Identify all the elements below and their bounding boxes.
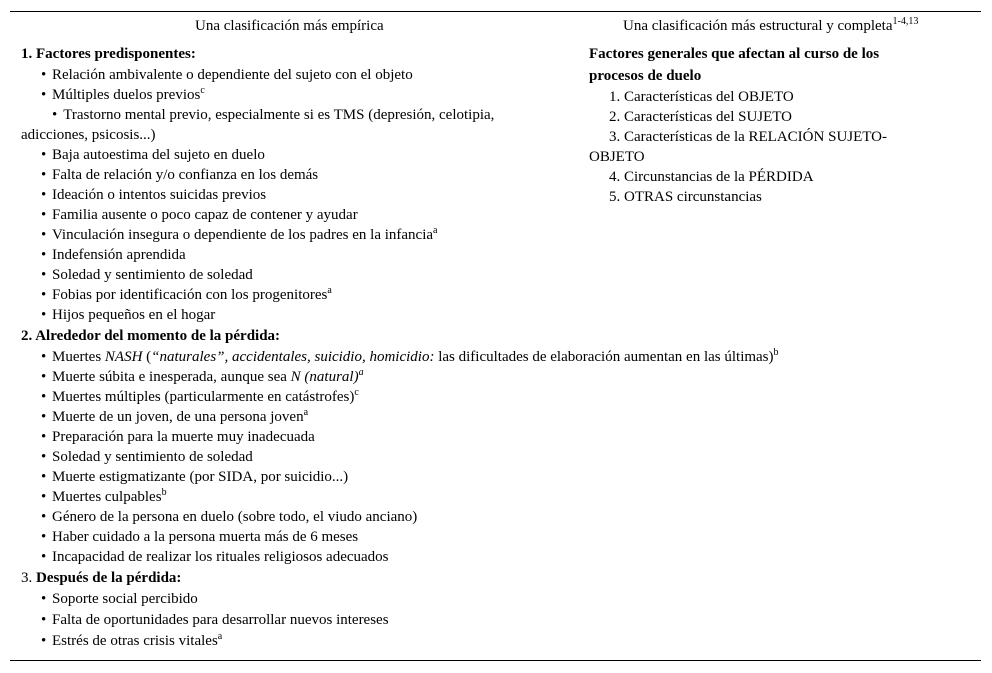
list-item: • Soledad y sentimiento de soledad — [41, 449, 253, 465]
list-item: • Muertes NASH (“naturales”, accidentales, suicidio, homicidio: las dificultades de elaboración aumentan en las últimas)$^b$ — [41, 347, 779, 365]
section-3-title: 3. Después de la pérdida: — [21, 570, 182, 586]
list-item: • Ideación o intentos suicidas previos — [41, 187, 267, 203]
list-item: • Género de la persona en duelo (sobre todo, el viudo anciano) — [41, 509, 418, 525]
table-top-rule — [10, 11, 981, 12]
list-item: • Falta de relación y/o confianza en los demás — [41, 167, 319, 183]
list-item: • Soporte social percibido — [41, 591, 198, 607]
list-item: 1. Características del OBJETO — [609, 89, 794, 105]
list-item: • Baja autoestima del sujeto en duelo — [41, 147, 265, 163]
section-3-list — [21, 589, 581, 652]
header-reference: 1-4,13 — [892, 16, 919, 27]
list-item: • Muerte estigmatizante (por SIDA, por suicidio...) — [41, 469, 349, 485]
list-item: • Muerte de un joven, de una persona joven$^a$ — [41, 407, 309, 425]
left-column-header: Una clasificación más empírica — [195, 18, 384, 34]
list-item: 4. Circunstancias de la PÉRDIDA — [609, 169, 814, 185]
table-bottom-rule — [10, 660, 981, 661]
section-1-title: 1. Factores predisponentes: — [21, 46, 196, 62]
list-item: • Estrés de otras crisis vitales$^a$ — [41, 631, 223, 649]
list-item: 3. Características de la RELACIÓN SUJETO-OBJETO — [589, 129, 887, 165]
list-item: 5. OTRAS circunstancias — [609, 189, 762, 205]
list-item: • Muerte súbita e inesperada, aunque sea N (natural)$^a$ — [41, 367, 364, 385]
list-item: • Indefensión aprendida — [41, 247, 186, 263]
list-item: • Haber cuidado a la persona muerta más de 6 meses — [41, 529, 359, 545]
list-item: • Soledad y sentimiento de soledad — [41, 267, 253, 283]
list-item: • Fobias por identificación con los progenitores$^a$ — [41, 285, 332, 303]
right-column — [589, 43, 929, 207]
list-item: • Vinculación insegura o dependiente de los padres en la infancia$^a$ — [41, 225, 438, 243]
right-column-list — [589, 87, 929, 207]
list-item: • Familia ausente o poco capaz de contener y ayudar — [41, 207, 358, 223]
section-1-list — [21, 65, 581, 325]
list-item: • Múltiples duelos previos$^c$ — [41, 85, 205, 103]
section-2-title: 2. Alrededor del momento de la pérdida: — [21, 328, 281, 344]
list-item: • Trastorno mental previo, especialmente si es TMS (depresión, celotipia, adicciones, psicosis...) — [21, 107, 495, 143]
list-item: • Preparación para la muerte muy inadecuada — [41, 429, 315, 445]
right-column-title: Factores generales que afectan al curso de los procesos de duelo — [589, 46, 880, 84]
list-item: • Incapacidad de realizar los rituales religiosos adecuados — [41, 549, 389, 565]
right-column-header: Una clasificación más estructural y completa$^{1-4,13}$ — [623, 16, 919, 34]
list-item: • Muertes culpables$^b$ — [41, 487, 167, 505]
list-item: 2. Características del SUJETO — [609, 109, 793, 125]
list-item: • Muertes múltiples (particularmente en catástrofes)$^c$ — [41, 387, 359, 405]
list-item: • Hijos pequeños en el hogar — [41, 307, 216, 323]
list-item: • Relación ambivalente o dependiente del sujeto con el objeto — [41, 67, 413, 83]
list-item: • Falta de oportunidades para desarrollar nuevos intereses — [41, 612, 389, 628]
section-2-list — [21, 347, 779, 567]
